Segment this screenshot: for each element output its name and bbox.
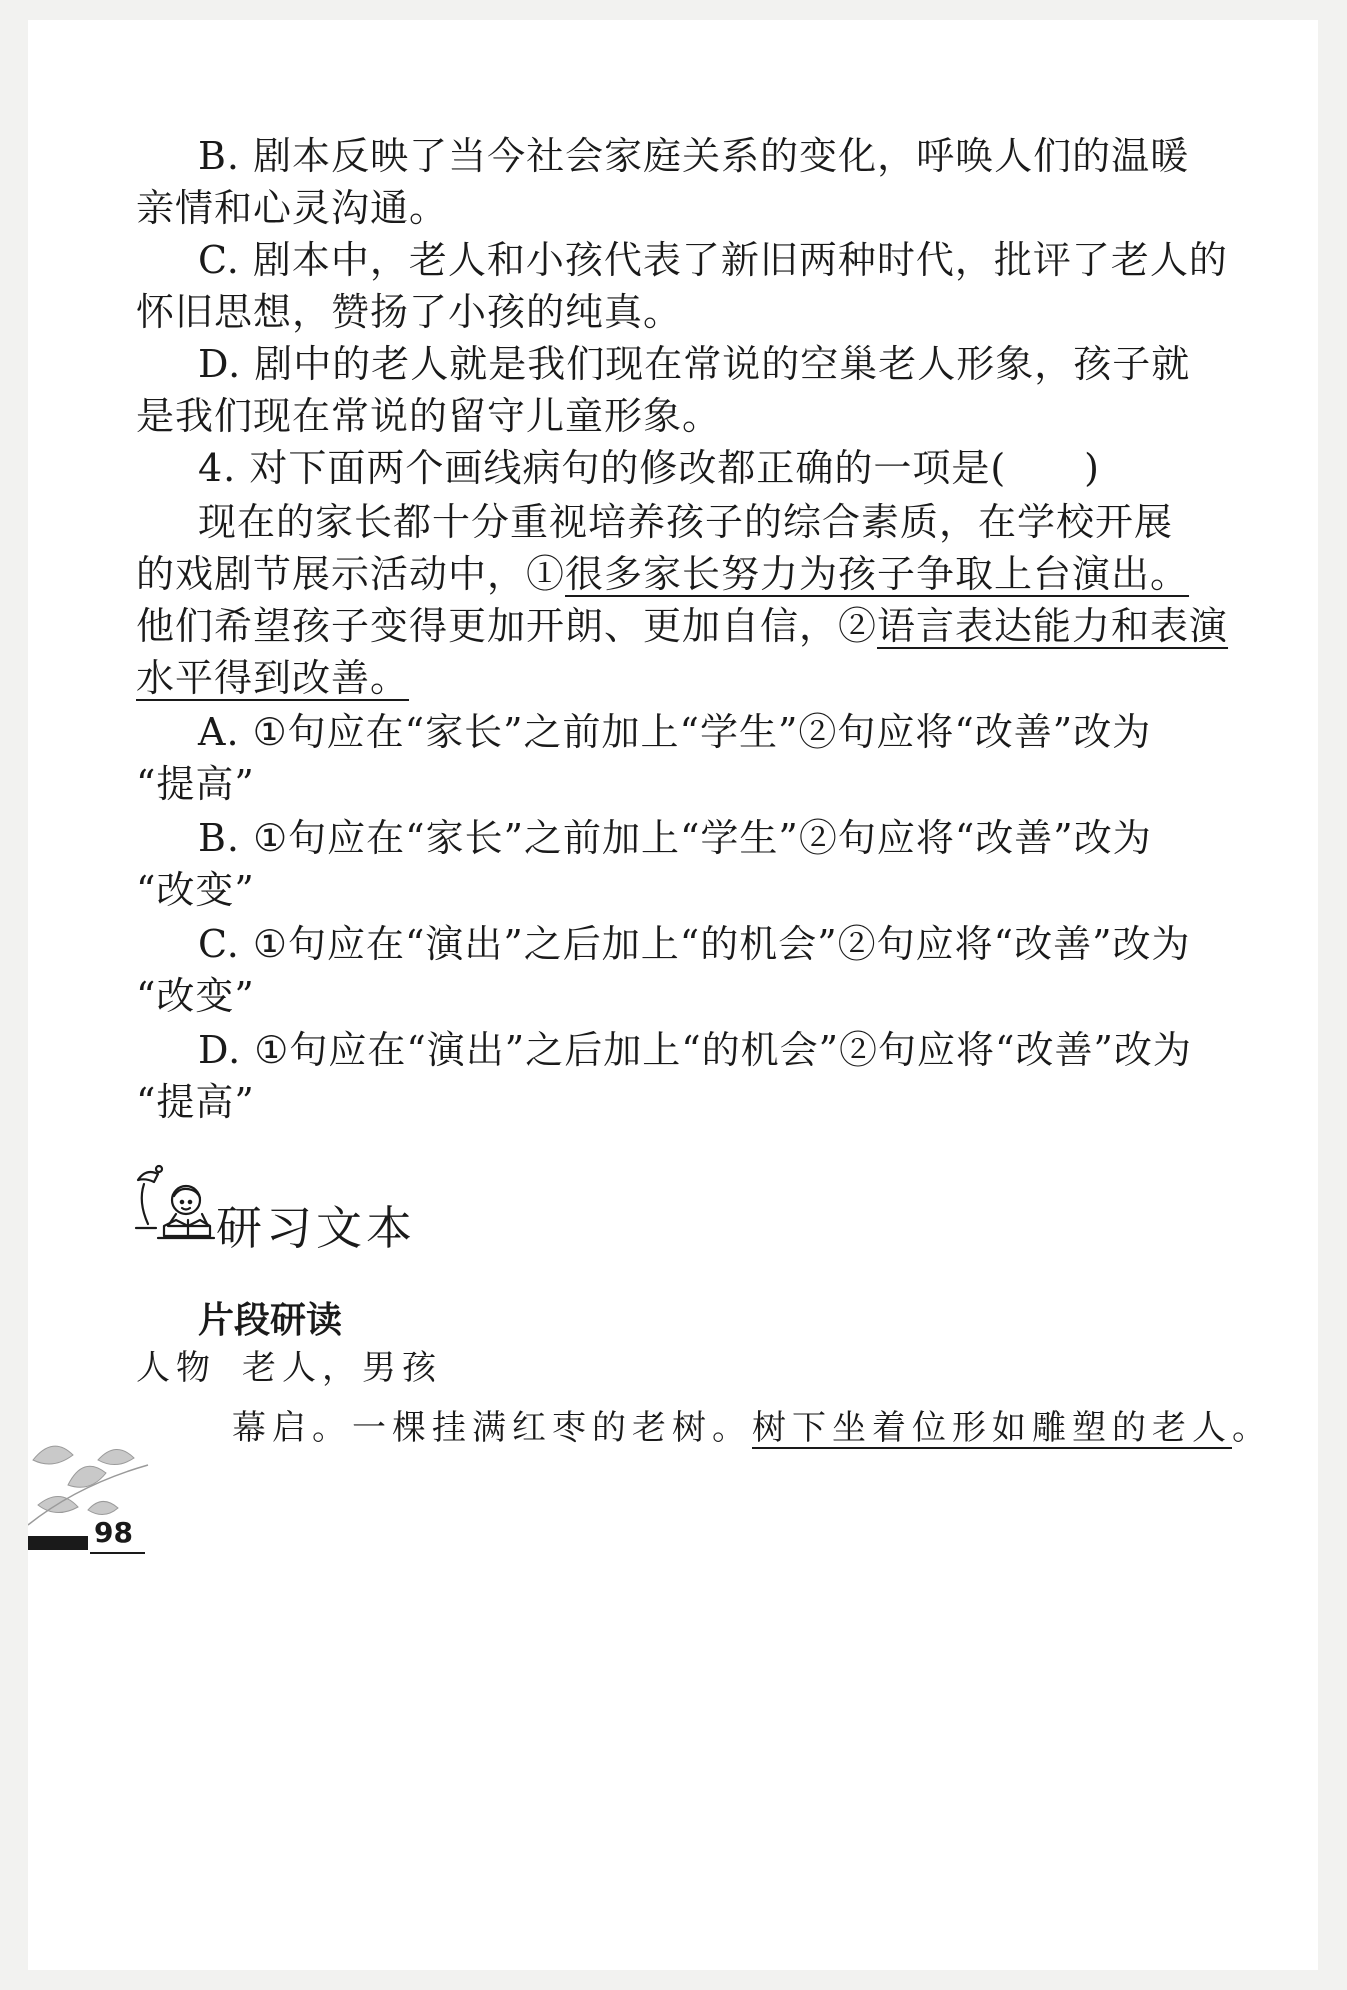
option-c-line-2: 怀旧思想，赞扬了小孩的纯真。 — [136, 290, 683, 334]
reading-child-icon — [128, 1160, 218, 1250]
option-4b-line-1: B. ①句应在“家长”之前加上“学生”②句应将“改善”改为 — [198, 816, 1152, 860]
passage-line-1: 现在的家长都十分重视培养孩子的综合素质，在学校开展 — [198, 500, 1174, 544]
option-b-line-2: 亲情和心灵沟通。 — [136, 186, 449, 230]
option-d-line-2: 是我们现在常说的留守儿童形象。 — [136, 394, 722, 438]
passage-line-3-plain: 他们希望孩子变得更加开朗、更加自信，② — [136, 604, 878, 648]
option-4a-line-1: A. ①句应在“家长”之前加上“学生”②句应将“改善”改为 — [198, 710, 1152, 754]
subsection-title: 片段研读 — [198, 1300, 343, 1341]
option-4d-line-1: D. ①句应在“演出”之后加上“的机会”②句应将“改善”改为 — [198, 1028, 1192, 1072]
option-4c-line-1: C. ①句应在“演出”之后加上“的机会”②句应将“改善”改为 — [198, 922, 1191, 966]
cast-label: 人物 — [136, 1348, 216, 1388]
option-b-line-1: B. 剧本反映了当今社会家庭关系的变化，呼唤人们的温暖 — [198, 134, 1190, 178]
page — [28, 20, 1318, 1970]
option-4a-line-2: “提高” — [136, 762, 255, 806]
passage-line-2 — [136, 550, 1189, 598]
page-number-rule — [90, 1552, 145, 1554]
cast-list: 老人，男孩 — [242, 1348, 442, 1388]
underlined-sentence-2-part-1: 语言表达能力和表演 — [877, 604, 1229, 648]
question-4: 4. 对下面两个画线病句的修改都正确的一项是( ) — [198, 446, 1100, 490]
passage-line-4 — [136, 654, 409, 702]
option-4d-line-2: “提高” — [136, 1080, 255, 1124]
option-c-line-1: C. 剧本中，老人和小孩代表了新旧两种时代，批评了老人的 — [198, 238, 1228, 282]
underlined-sentence-2-part-2: 水平得到改善。 — [136, 656, 410, 700]
section-title: 研习文本 — [216, 1201, 416, 1255]
cast-line — [136, 1344, 442, 1392]
option-4c-line-2: “改变” — [136, 974, 255, 1018]
stage-direction-end: 。 — [1232, 1408, 1272, 1448]
page-number-bar — [28, 1536, 88, 1550]
stage-direction — [232, 1404, 1272, 1452]
passage-line-3 — [136, 602, 1228, 650]
option-d-line-1: D. 剧中的老人就是我们现在常说的空巢老人形象，孩子就 — [198, 342, 1191, 386]
document-body — [28, 20, 1318, 1970]
page-number: 98 — [94, 1516, 133, 1549]
passage-line-2-plain: 的戏剧节展示活动中，① — [136, 552, 566, 596]
stage-direction-underlined: 树下坐着位形如雕塑的老人 — [752, 1408, 1232, 1448]
stage-direction-plain: 幕启。一棵挂满红枣的老树。 — [232, 1408, 752, 1448]
option-4b-line-2: “改变” — [136, 868, 255, 912]
underlined-sentence-1: 很多家长努力为孩子争取上台演出。 — [565, 552, 1190, 596]
